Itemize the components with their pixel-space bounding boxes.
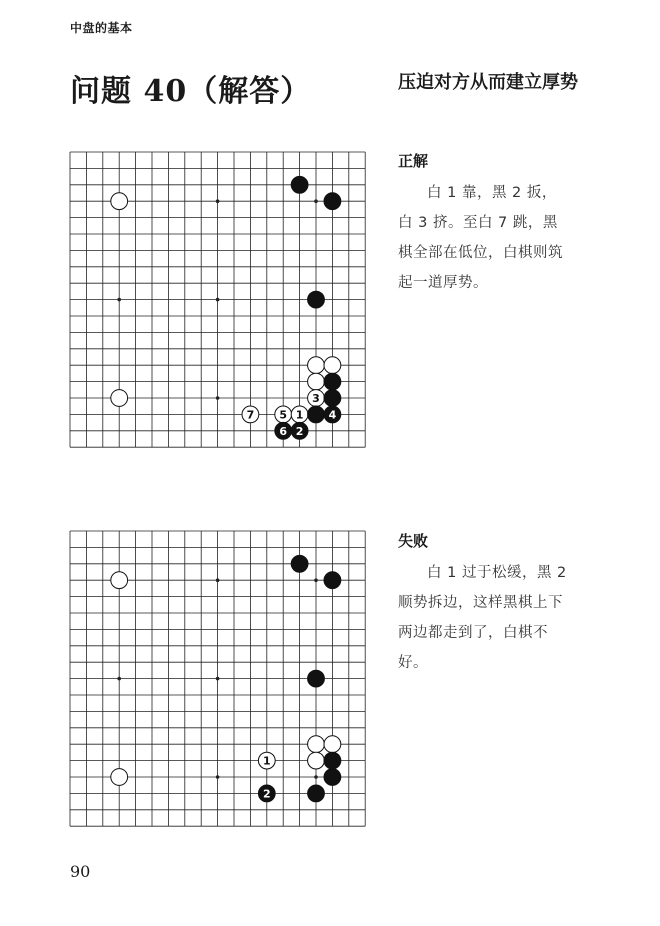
black-stone (308, 406, 325, 423)
black-stone (324, 373, 341, 390)
move-number: 7 (246, 408, 255, 422)
black-stone (291, 176, 308, 193)
star-point (314, 199, 318, 203)
failure-section (398, 530, 570, 678)
black-stone (308, 291, 325, 308)
go-board-failure (65, 526, 370, 831)
star-point (216, 677, 220, 681)
black-stone (324, 769, 341, 786)
black-stone (324, 193, 341, 210)
move-number: 3 (312, 392, 320, 405)
black-stone (324, 572, 341, 589)
correct-answer-section (398, 150, 570, 298)
star-point (117, 677, 121, 681)
section-heading: 失败 (398, 532, 429, 550)
white-stone (111, 572, 128, 589)
section-body: 白 1 过于松缓，黑 2 顺势拆边，这样黑棋上下两边都走到了，白棋不好。 (398, 565, 567, 671)
white-stone (324, 736, 341, 753)
black-stone (308, 785, 325, 802)
problem-subtitle: 压迫对方从而建立厚势 (398, 72, 578, 93)
black-stone (291, 555, 308, 572)
white-stone (111, 769, 128, 786)
white-stone (324, 357, 341, 374)
black-stone (324, 390, 341, 407)
black-stone (308, 670, 325, 687)
page-title: 问题 40（解答） (70, 74, 312, 109)
move-number: 2 (262, 787, 271, 801)
star-point (216, 578, 220, 582)
white-stone (308, 752, 325, 769)
star-point (216, 199, 220, 203)
move-number: 6 (279, 424, 288, 438)
move-number: 1 (295, 408, 304, 422)
star-point (117, 298, 121, 302)
white-stone (308, 357, 325, 374)
star-point (216, 298, 220, 302)
black-stone (324, 752, 341, 769)
white-stone (308, 736, 325, 753)
star-point (216, 396, 220, 400)
star-point (314, 578, 318, 582)
running-header: 中盘的基本 (70, 21, 133, 35)
white-stone (308, 373, 325, 390)
go-board-correct (65, 147, 370, 452)
move-number: 4 (328, 408, 337, 422)
section-body: 白 1 靠，黑 2 扳，白 3 挤。至白 7 跳，黑棋全部在低位，白棋则筑起一道厚势。 (398, 185, 563, 291)
move-number: 5 (279, 408, 288, 422)
move-number: 1 (262, 754, 271, 768)
section-heading: 正解 (398, 152, 429, 170)
star-point (216, 775, 220, 779)
white-stone (111, 390, 128, 407)
white-stone (111, 193, 128, 210)
star-point (314, 775, 318, 779)
page-number: 90 (70, 862, 91, 881)
move-number: 2 (295, 424, 304, 438)
